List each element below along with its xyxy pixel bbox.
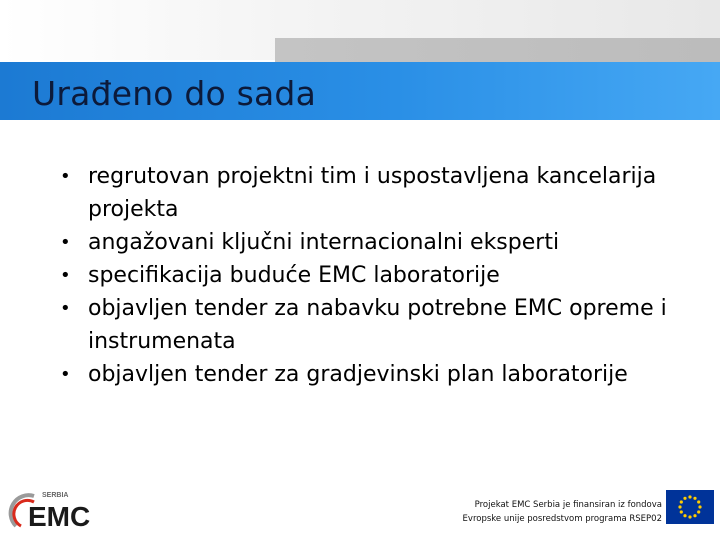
funding-note xyxy=(440,498,662,526)
bullet-text: specifikacija buduće EMC laboratorije xyxy=(88,263,500,288)
bullet-marker: • xyxy=(60,265,71,286)
slide-title: Urađeno do sada xyxy=(32,74,316,113)
bullet-item xyxy=(60,160,680,226)
eu-flag-icon xyxy=(666,490,714,524)
bullet-text: objavljen tender za gradjevinski plan laboratorije xyxy=(88,362,628,387)
funding-line-1: Projekat EMC Serbia je finansiran iz fondova xyxy=(474,500,662,510)
bullet-text: angažovani ključni internacionalni eksperti xyxy=(88,230,560,255)
bullet-text: objavljen tender za nabavku potrebne EMC opreme i instrumenata xyxy=(88,296,667,354)
bullet-marker: • xyxy=(60,364,71,385)
bullet-text: regrutovan projektni tim i uspostavljena kancelarija projekta xyxy=(88,164,657,222)
bullet-marker: • xyxy=(60,166,71,187)
logo-main-text: EMC xyxy=(28,501,91,530)
bullet-list xyxy=(60,160,680,391)
emc-serbia-logo xyxy=(8,486,92,530)
bullet-item xyxy=(60,259,680,292)
bullet-item xyxy=(60,292,680,358)
bullet-item xyxy=(60,226,680,259)
bullet-marker: • xyxy=(60,298,71,319)
header-gray-bar xyxy=(275,38,720,62)
logo-small-text: SERBIA xyxy=(42,492,69,499)
funding-line-2: Evropske unije posredstvom programa RSEP02 xyxy=(462,514,662,524)
bullet-marker: • xyxy=(60,232,71,253)
bullet-item xyxy=(60,358,680,391)
